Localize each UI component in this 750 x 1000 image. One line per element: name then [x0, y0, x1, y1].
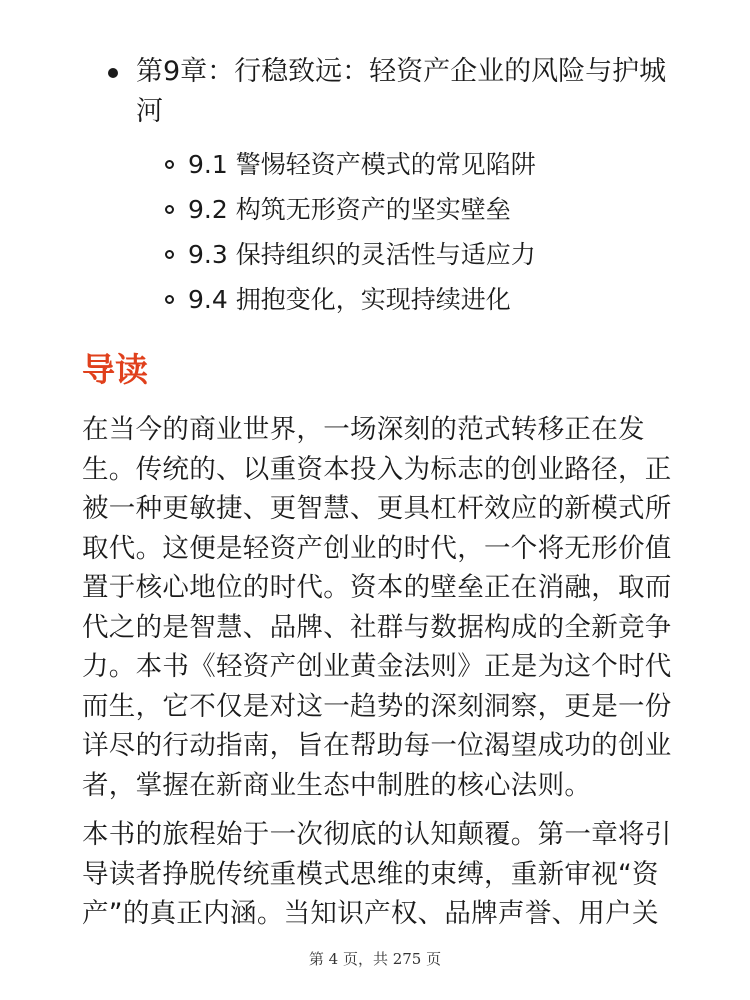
toc-section-item	[160, 145, 680, 190]
intro-paragraph-1	[82, 410, 672, 805]
toc-section-list	[160, 145, 680, 325]
toc-section-item	[160, 235, 680, 280]
text-line: 产”的真正内涵。当知识产权、品牌声誉、用户关	[82, 898, 659, 929]
toc-section-label: 9.4 拥抱变化，实现持续进化	[188, 285, 511, 314]
text-line: 导读者挣脱传统重模式思维的束缚，重新审视“资	[82, 858, 659, 890]
intro-paragraph-2	[82, 815, 672, 934]
text-line: 取代。这便是轻资产创业的时代，一个将无形价值	[82, 532, 672, 564]
circle-bullet-icon	[165, 160, 174, 169]
text-line: 在当今的商业世界，一场深刻的范式转移正在发	[82, 414, 645, 445]
toc-section-label: 9.3 保持组织的灵活性与适应力	[188, 240, 536, 269]
circle-bullet-icon	[165, 250, 174, 259]
circle-bullet-icon	[165, 205, 174, 214]
toc-section-label: 9.2 构筑无形资产的坚实壁垒	[188, 195, 511, 224]
toc-section-item	[160, 190, 680, 235]
text-line: 生。传统的、以重资本投入为标志的创业路径，正	[82, 453, 672, 485]
chapter-title-line1: 第9章：行稳致远：轻资产企业的风险与护城	[136, 56, 667, 87]
toc-section-label: 9.1 警惕轻资产模式的常见陷阱	[188, 150, 536, 179]
text-line: 被一种更敏捷、更智慧、更具杠杆效应的新模式所	[82, 493, 672, 524]
page-number-footer: 第 4 页，共 275 页	[308, 950, 442, 968]
section-heading: 导读	[82, 350, 148, 389]
text-line: 而生，它不仅是对这一趋势的深刻洞察，更是一份	[82, 690, 672, 722]
circle-bullet-icon	[165, 295, 174, 304]
text-line: 置于核心地位的时代。资本的壁垒正在消融，取而	[82, 572, 672, 603]
text-line: 者，掌握在新商业生态中制胜的核心法则。	[82, 769, 592, 801]
toc-section-item	[160, 280, 680, 325]
text-line: 力。本书《轻资产创业黄金法则》正是为这个时代	[82, 651, 672, 682]
text-line: 代之的是智慧、品牌、社群与数据构成的全新竞争	[82, 611, 672, 643]
text-line: 详尽的行动指南，旨在帮助每一位渴望成功的创业	[82, 730, 672, 761]
text-line: 本书的旅程始于一次彻底的认知颠覆。第一章将引	[82, 819, 672, 850]
bullet-icon	[108, 68, 118, 78]
toc-chapter-item	[110, 52, 670, 132]
chapter-title-line2: 河	[136, 96, 163, 127]
